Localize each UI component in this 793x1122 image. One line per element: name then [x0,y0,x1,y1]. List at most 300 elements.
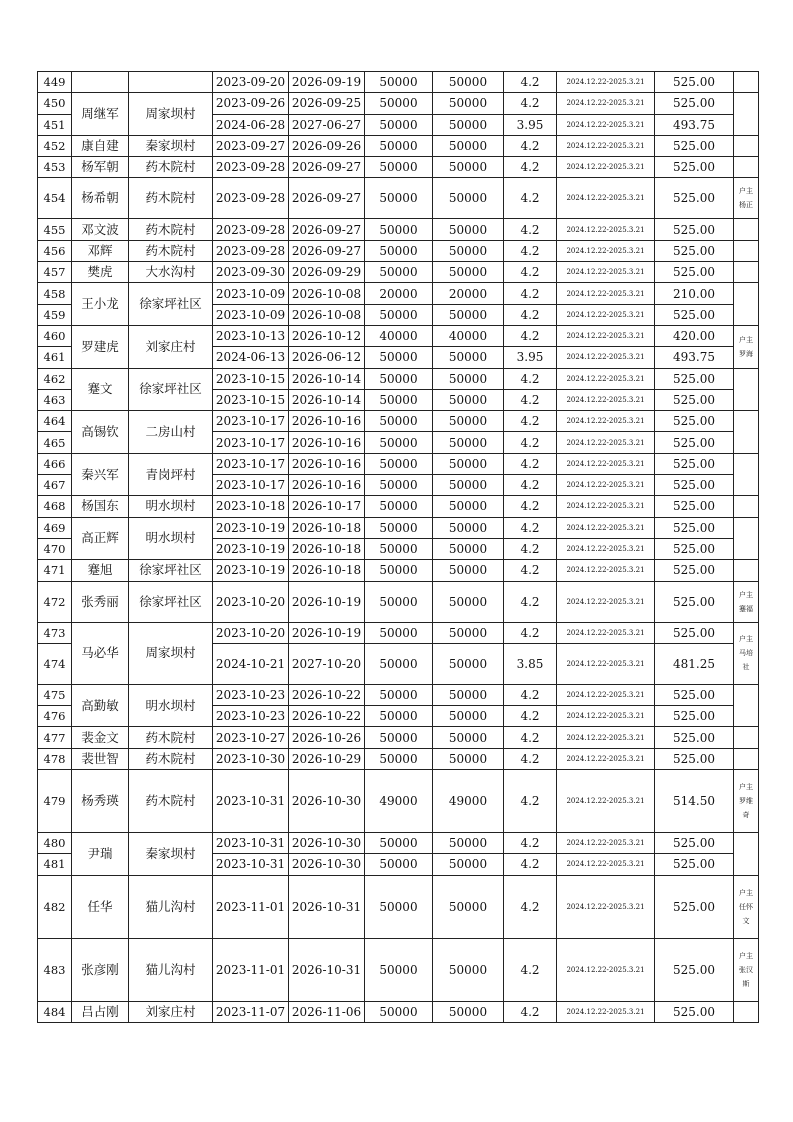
row-number-cell: 450 [38,93,72,114]
note-cell [734,453,759,496]
interest-period-cell: 2024.12.22-2025.3.21 [557,475,655,496]
note-cell [734,240,759,261]
interest-period-cell: 2024.12.22-2025.3.21 [557,517,655,538]
interest-period-cell: 2024.12.22-2025.3.21 [557,748,655,769]
loan-balance-cell: 50000 [433,475,504,496]
village-cell: 二房山村 [129,411,213,454]
loan-end-date-cell: 2026-10-16 [289,475,365,496]
loan-amount-cell: 50000 [365,368,433,389]
interest-rate-cell: 4.2 [504,262,557,283]
note-line: 文 [742,916,750,925]
row-number-cell: 451 [38,114,72,135]
loan-end-date-cell: 2026-10-31 [289,938,365,1001]
interest-rate-cell: 4.2 [504,304,557,325]
interest-amount-cell: 525.00 [655,432,734,453]
note-cell [734,262,759,283]
row-number-cell: 459 [38,304,72,325]
loan-end-date-cell: 2026-06-12 [289,347,365,368]
loan-interest-table [37,71,759,1023]
interest-period-cell: 2024.12.22-2025.3.21 [557,854,655,875]
borrower-name-cell: 周继军 [72,93,129,136]
row-number-cell: 481 [38,854,72,875]
loan-amount-cell: 50000 [365,262,433,283]
note-line: 户主 [739,951,753,960]
interest-period-cell: 2024.12.22-2025.3.21 [557,875,655,938]
village-cell: 药木院村 [129,748,213,769]
loan-end-date-cell: 2026-10-29 [289,748,365,769]
interest-amount-cell: 525.00 [655,475,734,496]
loan-start-date-cell: 2023-10-09 [213,304,289,325]
interest-amount-cell: 525.00 [655,262,734,283]
interest-amount-cell: 525.00 [655,135,734,156]
table-row [38,135,759,156]
interest-period-cell: 2024.12.22-2025.3.21 [557,93,655,114]
village-cell: 青岗坪村 [129,453,213,496]
loan-amount-cell: 50000 [365,304,433,325]
note-cell [734,938,759,1001]
row-number-cell: 474 [38,643,72,684]
loan-start-date-cell: 2023-10-15 [213,368,289,389]
loan-end-date-cell: 2026-09-27 [289,240,365,261]
interest-amount-cell: 493.75 [655,347,734,368]
interest-period-cell: 2024.12.22-2025.3.21 [557,727,655,748]
table-row [38,1001,759,1022]
interest-period-cell: 2024.12.22-2025.3.21 [557,643,655,684]
loan-balance-cell: 50000 [433,538,504,559]
loan-amount-cell: 50000 [365,1001,433,1022]
loan-amount-cell: 50000 [365,538,433,559]
note-line: 户主 [739,590,753,599]
loan-end-date-cell: 2026-10-31 [289,875,365,938]
village-cell: 明水坝村 [129,517,213,560]
row-number-cell: 458 [38,283,72,304]
table-row [38,325,759,346]
interest-period-cell: 2024.12.22-2025.3.21 [557,347,655,368]
interest-amount-cell: 525.00 [655,517,734,538]
table-row [38,411,759,432]
table-body [38,72,759,1023]
interest-amount-cell: 525.00 [655,854,734,875]
note-cell [734,622,759,684]
interest-rate-cell: 4.2 [504,72,557,93]
interest-rate-cell: 4.2 [504,496,557,517]
interest-amount-cell: 420.00 [655,325,734,346]
note-cell [734,560,759,581]
loan-balance-cell: 50000 [433,219,504,240]
loan-start-date-cell: 2023-10-19 [213,538,289,559]
interest-rate-cell: 4.2 [504,432,557,453]
interest-period-cell: 2024.12.22-2025.3.21 [557,157,655,178]
loan-amount-cell: 50000 [365,93,433,114]
borrower-name-cell: 康自建 [72,135,129,156]
interest-amount-cell: 525.00 [655,875,734,938]
table-row [38,833,759,854]
village-cell: 徐家坪社区 [129,283,213,326]
interest-rate-cell: 4.2 [504,93,557,114]
interest-rate-cell: 4.2 [504,325,557,346]
loan-start-date-cell: 2024-06-13 [213,347,289,368]
loan-amount-cell: 50000 [365,178,433,219]
borrower-name-cell: 任华 [72,875,129,938]
interest-rate-cell: 4.2 [504,727,557,748]
interest-rate-cell: 4.2 [504,538,557,559]
interest-amount-cell: 525.00 [655,178,734,219]
interest-amount-cell: 525.00 [655,240,734,261]
loan-start-date-cell: 2023-10-09 [213,283,289,304]
note-cell [734,325,759,368]
interest-period-cell: 2024.12.22-2025.3.21 [557,496,655,517]
loan-amount-cell: 50000 [365,854,433,875]
note-line: 罗海 [739,349,753,358]
loan-end-date-cell: 2026-10-14 [289,368,365,389]
interest-amount-cell: 525.00 [655,581,734,622]
interest-amount-cell: 525.00 [655,219,734,240]
interest-rate-cell: 4.2 [504,475,557,496]
row-number-cell: 461 [38,347,72,368]
loan-balance-cell: 40000 [433,325,504,346]
loan-balance-cell: 50000 [433,560,504,581]
interest-amount-cell: 514.50 [655,770,734,833]
interest-amount-cell: 525.00 [655,453,734,474]
loan-amount-cell: 50000 [365,581,433,622]
interest-amount-cell: 525.00 [655,411,734,432]
interest-rate-cell: 4.2 [504,854,557,875]
borrower-name-cell: 高正辉 [72,517,129,560]
note-cell [734,1001,759,1022]
borrower-name-cell: 樊虎 [72,262,129,283]
row-number-cell: 484 [38,1001,72,1022]
loan-start-date-cell: 2023-10-23 [213,706,289,727]
loan-amount-cell: 50000 [365,496,433,517]
row-number-cell: 480 [38,833,72,854]
note-cell [734,770,759,833]
interest-rate-cell: 4.2 [504,517,557,538]
loan-start-date-cell: 2023-10-18 [213,496,289,517]
interest-rate-cell: 4.2 [504,389,557,410]
loan-start-date-cell: 2023-10-31 [213,833,289,854]
interest-period-cell: 2024.12.22-2025.3.21 [557,453,655,474]
borrower-name-cell: 王小龙 [72,283,129,326]
row-number-cell: 470 [38,538,72,559]
loan-amount-cell: 50000 [365,684,433,705]
loan-start-date-cell: 2023-10-19 [213,517,289,538]
loan-end-date-cell: 2026-09-27 [289,157,365,178]
interest-rate-cell: 4.2 [504,178,557,219]
row-number-cell: 468 [38,496,72,517]
note-cell [734,283,759,326]
loan-amount-cell: 20000 [365,283,433,304]
interest-rate-cell: 4.2 [504,219,557,240]
interest-amount-cell: 210.00 [655,283,734,304]
row-number-cell: 465 [38,432,72,453]
interest-rate-cell: 4.2 [504,706,557,727]
interest-amount-cell: 525.00 [655,748,734,769]
borrower-name-cell: 张彦刚 [72,938,129,1001]
loan-balance-cell: 50000 [433,411,504,432]
table-row [38,219,759,240]
note-cell [734,157,759,178]
table-row [38,684,759,705]
interest-period-cell: 2024.12.22-2025.3.21 [557,219,655,240]
loan-balance-cell: 50000 [433,622,504,643]
loan-balance-cell: 50000 [433,453,504,474]
table-row [38,581,759,622]
row-number-cell: 473 [38,622,72,643]
loan-amount-cell: 50000 [365,411,433,432]
note-cell [734,833,759,876]
interest-amount-cell: 525.00 [655,833,734,854]
interest-rate-cell: 4.2 [504,748,557,769]
loan-end-date-cell: 2026-11-06 [289,1001,365,1022]
loan-start-date-cell: 2023-10-20 [213,622,289,643]
row-number-cell: 476 [38,706,72,727]
loan-end-date-cell: 2026-10-08 [289,283,365,304]
interest-amount-cell: 525.00 [655,684,734,705]
loan-amount-cell: 50000 [365,432,433,453]
loan-end-date-cell: 2026-10-19 [289,581,365,622]
note-line: 户主 [739,335,753,344]
loan-balance-cell: 50000 [433,178,504,219]
note-cell [734,93,759,136]
village-cell: 刘家庄村 [129,325,213,368]
loan-amount-cell: 50000 [365,453,433,474]
village-cell: 药木院村 [129,157,213,178]
loan-end-date-cell: 2026-10-17 [289,496,365,517]
interest-period-cell: 2024.12.22-2025.3.21 [557,938,655,1001]
interest-rate-cell: 4.2 [504,938,557,1001]
note-line: 斯 [742,979,750,988]
borrower-name-cell: 马必华 [72,622,129,684]
loan-balance-cell: 50000 [433,643,504,684]
row-number-cell: 472 [38,581,72,622]
interest-period-cell: 2024.12.22-2025.3.21 [557,706,655,727]
interest-period-cell: 2024.12.22-2025.3.21 [557,538,655,559]
interest-rate-cell: 4.2 [504,283,557,304]
interest-rate-cell: 4.2 [504,368,557,389]
note-cell [734,219,759,240]
interest-rate-cell: 4.2 [504,135,557,156]
interest-rate-cell: 3.85 [504,643,557,684]
interest-period-cell: 2024.12.22-2025.3.21 [557,581,655,622]
interest-period-cell: 2024.12.22-2025.3.21 [557,178,655,219]
note-cell [734,875,759,938]
loan-amount-cell: 50000 [365,114,433,135]
interest-period-cell: 2024.12.22-2025.3.21 [557,135,655,156]
loan-amount-cell: 49000 [365,770,433,833]
village-cell: 药木院村 [129,770,213,833]
note-cell [734,727,759,748]
borrower-name-cell [72,72,129,93]
row-number-cell: 455 [38,219,72,240]
interest-amount-cell: 525.00 [655,72,734,93]
loan-end-date-cell: 2026-10-18 [289,538,365,559]
interest-period-cell: 2024.12.22-2025.3.21 [557,389,655,410]
village-cell: 药木院村 [129,727,213,748]
note-line: 蹇福 [739,604,753,613]
interest-rate-cell: 4.2 [504,157,557,178]
loan-amount-cell: 50000 [365,157,433,178]
loan-start-date-cell: 2023-10-15 [213,389,289,410]
loan-balance-cell: 50000 [433,706,504,727]
village-cell: 刘家庄村 [129,1001,213,1022]
loan-amount-cell: 50000 [365,475,433,496]
loan-start-date-cell: 2023-09-30 [213,262,289,283]
row-number-cell: 469 [38,517,72,538]
loan-end-date-cell: 2026-10-12 [289,325,365,346]
note-cell [734,135,759,156]
loan-start-date-cell: 2023-10-31 [213,854,289,875]
table-row [38,453,759,474]
loan-end-date-cell: 2026-10-19 [289,622,365,643]
table-row [38,938,759,1001]
row-number-cell: 453 [38,157,72,178]
loan-balance-cell: 20000 [433,283,504,304]
loan-balance-cell: 50000 [433,347,504,368]
interest-period-cell: 2024.12.22-2025.3.21 [557,72,655,93]
loan-start-date-cell: 2024-06-28 [213,114,289,135]
note-cell [734,684,759,727]
loan-start-date-cell: 2023-10-31 [213,770,289,833]
village-cell: 大水沟村 [129,262,213,283]
village-cell: 药木院村 [129,240,213,261]
loan-end-date-cell: 2026-10-30 [289,770,365,833]
borrower-name-cell: 高勤敏 [72,684,129,727]
row-number-cell: 483 [38,938,72,1001]
loan-balance-cell: 50000 [433,93,504,114]
loan-balance-cell: 50000 [433,304,504,325]
table-row [38,727,759,748]
interest-period-cell: 2024.12.22-2025.3.21 [557,114,655,135]
table-row [38,262,759,283]
loan-start-date-cell: 2023-10-17 [213,453,289,474]
row-number-cell: 482 [38,875,72,938]
row-number-cell: 452 [38,135,72,156]
interest-period-cell: 2024.12.22-2025.3.21 [557,283,655,304]
loan-start-date-cell: 2023-10-30 [213,748,289,769]
loan-amount-cell: 50000 [365,706,433,727]
interest-rate-cell: 4.2 [504,770,557,833]
note-cell [734,496,759,517]
loan-end-date-cell: 2027-06-27 [289,114,365,135]
loan-amount-cell: 50000 [365,240,433,261]
row-number-cell: 457 [38,262,72,283]
loan-amount-cell: 50000 [365,622,433,643]
loan-end-date-cell: 2026-09-27 [289,219,365,240]
loan-balance-cell: 50000 [433,240,504,261]
table-row [38,622,759,643]
loan-start-date-cell: 2023-09-28 [213,178,289,219]
interest-period-cell: 2024.12.22-2025.3.21 [557,684,655,705]
loan-balance-cell: 50000 [433,496,504,517]
interest-amount-cell: 525.00 [655,496,734,517]
loan-balance-cell: 50000 [433,262,504,283]
interest-rate-cell: 4.2 [504,833,557,854]
interest-period-cell: 2024.12.22-2025.3.21 [557,262,655,283]
borrower-name-cell: 蹇旭 [72,560,129,581]
table-row [38,517,759,538]
interest-amount-cell: 525.00 [655,389,734,410]
loan-end-date-cell: 2026-10-08 [289,304,365,325]
interest-rate-cell: 4.2 [504,453,557,474]
loan-balance-cell: 50000 [433,684,504,705]
interest-period-cell: 2024.12.22-2025.3.21 [557,432,655,453]
interest-rate-cell: 4.2 [504,684,557,705]
interest-amount-cell: 525.00 [655,727,734,748]
borrower-name-cell: 杨秀瑛 [72,770,129,833]
interest-period-cell: 2024.12.22-2025.3.21 [557,622,655,643]
row-number-cell: 467 [38,475,72,496]
interest-period-cell: 2024.12.22-2025.3.21 [557,240,655,261]
village-cell: 徐家坪社区 [129,560,213,581]
borrower-name-cell: 吕占刚 [72,1001,129,1022]
borrower-name-cell: 秦兴军 [72,453,129,496]
loan-amount-cell: 40000 [365,325,433,346]
row-number-cell: 478 [38,748,72,769]
interest-period-cell: 2024.12.22-2025.3.21 [557,304,655,325]
interest-amount-cell: 525.00 [655,368,734,389]
interest-rate-cell: 4.2 [504,875,557,938]
loan-balance-cell: 50000 [433,368,504,389]
loan-start-date-cell: 2023-09-28 [213,219,289,240]
loan-amount-cell: 50000 [365,727,433,748]
table-row [38,748,759,769]
loan-balance-cell: 50000 [433,854,504,875]
loan-end-date-cell: 2026-10-26 [289,727,365,748]
note-cell [734,72,759,93]
interest-rate-cell: 3.95 [504,114,557,135]
note-line: 罗维 [739,797,753,806]
loan-start-date-cell: 2023-10-17 [213,432,289,453]
loan-end-date-cell: 2026-10-30 [289,833,365,854]
loan-balance-cell: 50000 [433,727,504,748]
loan-amount-cell: 50000 [365,560,433,581]
interest-amount-cell: 525.00 [655,538,734,559]
loan-start-date-cell: 2023-10-20 [213,581,289,622]
note-cell [734,748,759,769]
village-cell: 徐家坪社区 [129,581,213,622]
table-row [38,240,759,261]
row-number-cell: 479 [38,770,72,833]
loan-balance-cell: 50000 [433,1001,504,1022]
loan-start-date-cell: 2023-09-28 [213,240,289,261]
interest-amount-cell: 481.25 [655,643,734,684]
table-row [38,157,759,178]
note-cell [734,517,759,560]
loan-end-date-cell: 2026-10-14 [289,389,365,410]
village-cell: 药木院村 [129,178,213,219]
note-line: 奇 [742,811,750,820]
loan-end-date-cell: 2026-10-16 [289,411,365,432]
village-cell: 药木院村 [129,219,213,240]
loan-end-date-cell: 2026-09-25 [289,93,365,114]
village-cell: 猫儿沟村 [129,875,213,938]
borrower-name-cell: 罗建虎 [72,325,129,368]
loan-start-date-cell: 2023-10-23 [213,684,289,705]
row-number-cell: 475 [38,684,72,705]
row-number-cell: 449 [38,72,72,93]
village-cell [129,72,213,93]
table-row [38,875,759,938]
interest-amount-cell: 525.00 [655,622,734,643]
note-line: 张汉 [739,965,753,974]
loan-amount-cell: 50000 [365,72,433,93]
village-cell: 秦家坝村 [129,135,213,156]
note-line: 户主 [739,187,753,196]
loan-balance-cell: 50000 [433,875,504,938]
note-line: 杨正 [739,201,753,210]
interest-amount-cell: 525.00 [655,938,734,1001]
village-cell: 徐家坪社区 [129,368,213,411]
